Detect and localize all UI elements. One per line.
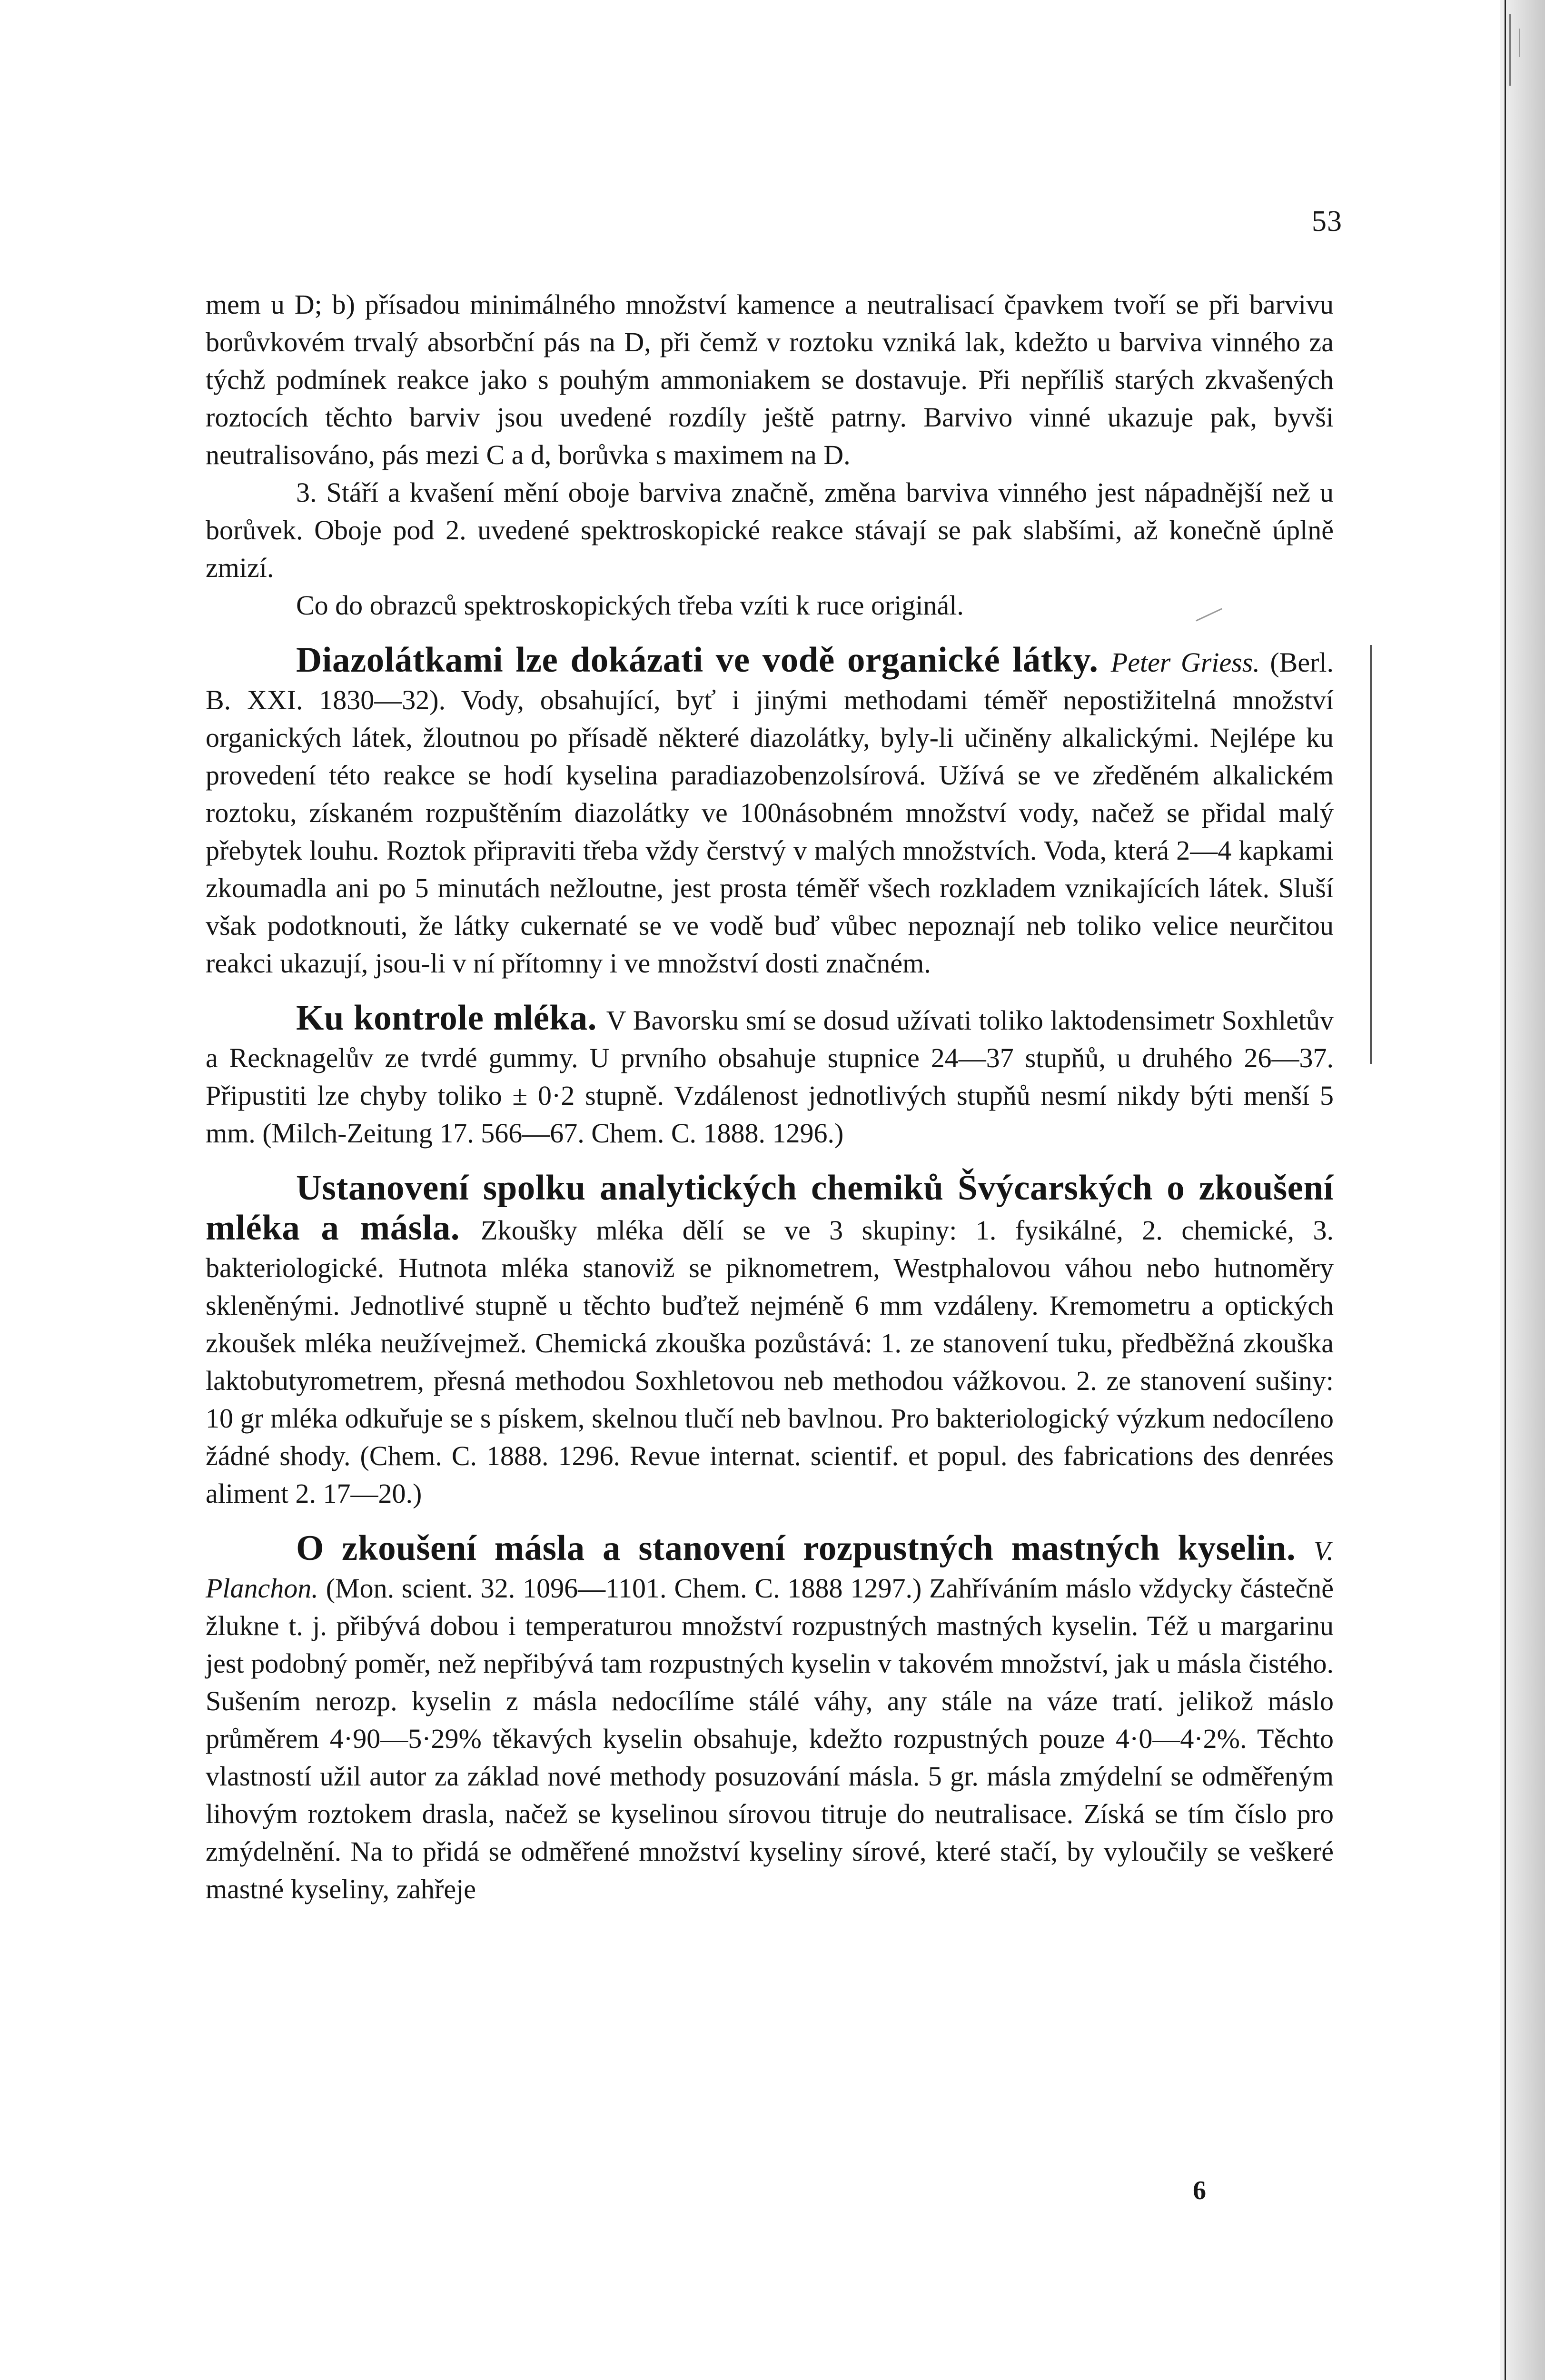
- section-body: (Berl. B. XXI. 1830—32). Vody, obsahující, byť i jinými methodami téměř nepostižitelná množství organických látek, žloutnou po přísadě některé diazolátky, byly-li učiněny alkalickými. Nejlépe ku provedení této reakce se hodí kyselina paradiazobenzolsírová. Užívá se ve zředěném alkalickém roztoku, získaném rozpuštěním diazolátky ve 100násobném množství vody, načež se přidal malý přebytek louhu. Roztok připraviti třeba vždy čerstvý v malých množstvích. Voda, která 2—4 kapkami zkoumadla ani po 5 minutách nežloutne, jest prosta téměř všech rozkladem vznikajících látek. Sluší však podotknouti, že látky cukernaté se ve vodě buď vůbec nepoznají neb toliko velice neurčitou reakci ukazují, jsou-li v ní přítomny i ve množství dosti značném.: [206, 647, 1334, 979]
- section-kontrola-mleka: [206, 999, 1334, 1152]
- section-heading: Diazolátkami lze dokázati ve vodě organické látky.: [296, 640, 1111, 680]
- paragraph-continuation: mem u D; b) přísadou minimálného množství kamence a neutralisací čpavkem tvoří se při barvivu borůvkovém trvalý absorbční pás na D, při čemž v roztoku vzniká lak, kdežto u barviva vinného za týchž podmínek reakce jako s pouhým ammoniakem se dostavuje. Při nepříliš starých zkvašených roztocích těchto barviv jsou uvedené rozdíly ještě patrny. Barvivo vinné ukazuje pak, byvši neutralisováno, pás mezi C a d, borůvka s maximem na D.: [206, 289, 1334, 470]
- page-number: 53: [1312, 205, 1342, 238]
- section-heading: Ustanovení spolku analytických chemiků Švýcarských o zkoušení mléka a másla.: [206, 1168, 1334, 1248]
- section-heading: O zkoušení másla a stanovení rozpustných mastných kyselin.: [296, 1528, 1314, 1568]
- section-zkouseni-masla: [206, 1529, 1334, 1908]
- section-heading: Ku kontrole mléka.: [296, 998, 606, 1038]
- scan-mark: [1519, 29, 1534, 57]
- margin-mark: [1370, 645, 1372, 1064]
- section-body: Zkoušky mléka dělí se ve 3 skupiny: 1. fysikálné, 2. chemické, 3. bakteriologické. Hutnota mléka stanoviž se piknometrem, Westphalovou váhou nebo hutnoměry skleněnými. Jednotlivé stupně u těchto buďtež nejméně 6 mm vzdáleny. Kremometru a optických zkoušek mléka neužívejmež. Chemická zkouška pozůstává: 1. ze stanovení tuku, předběžná zkouška laktobutyrometrem, přesná methodou Soxhletovou neb methodou vážkovou. 2. ze stanovení sušiny: 10 gr mléka odkuřuje se s pískem, skelnou tlučí neb bavlnou. Pro bakteriologický výzkum nedocíleno žádné shody. (Chem. C. 1888. 1296. Revue internat. scientif. et popul. des fabrications des denrées aliment 2. 17—20.): [206, 1215, 1334, 1509]
- scan-edge-line: [1505, 0, 1506, 2380]
- section-body: (Mon. scient. 32. 1096—1101. Chem. C. 1888 1297.) Zahříváním máslo vždycky částečně žlukne t. j. přibývá dobou i temperaturou množství rozpustných mastných kyselin. Též u margarinu jest podobný poměr, než nepřibývá tam rozpustných kyselin v takovém množství, jak u másla čistého. Sušením nerozp. kyselin z másla nedocílíme stálé váhy, any stále na váze tratí. jelikož máslo průměrem 4·90—5·29% těkavých kyselin obsahuje, kdežto rozpustných pouze 4·0—4·2%. Těchto vlastností užil autor za základ nové methody posuzování másla. 5 gr. másla zmýdelní se odměřeným lihovým roztokem drasla, načež se kyselinou sírovou titruje do neutralisace. Získá se tím číslo pro zmýdelnění. Na to přidá se odměřené množství kyseliny sírové, které stačí, by vyloučily se veškeré mastné kyseliny, zahřeje: [206, 1573, 1334, 1904]
- section-body: V Bavorsku smí se dosud užívati toliko laktodensimetr Soxhletův a Recknagelův ze tvrdé gummy. U prvního obsahuje stupnice 24—37 stupňů, u druhého 26—37. Připustiti lze chyby toliko ± 0·2 stupně. Vzdálenost jednotlivých stupňů nesmí nikdy býti menší 5 mm. (Milch-Zeitung 17. 566—67. Chem. C. 1888. 1296.): [206, 1005, 1334, 1149]
- paragraph-original-note: Co do obrazců spektroskopických třeba vzíti k ruce originál.: [296, 590, 964, 621]
- section-author: Peter Griess.: [1110, 647, 1270, 678]
- section-diazolatky: [206, 641, 1334, 982]
- text-column: [206, 286, 1334, 1908]
- paragraph-aging: 3. Stáří a kvašení mění oboje barviva značně, změna barviva vinného jest nápadnější než u borůvek. Oboje pod 2. uvedené spektroskopické reakce stávají se pak slabšími, až konečně úplně zmizí.: [206, 477, 1334, 583]
- scan-edge: [1500, 0, 1545, 2380]
- section-author: V. Planchon.: [206, 1535, 1334, 1604]
- signature-mark: 6: [1193, 2176, 1206, 2205]
- section-ustanoveni-spolku: [206, 1169, 1334, 1512]
